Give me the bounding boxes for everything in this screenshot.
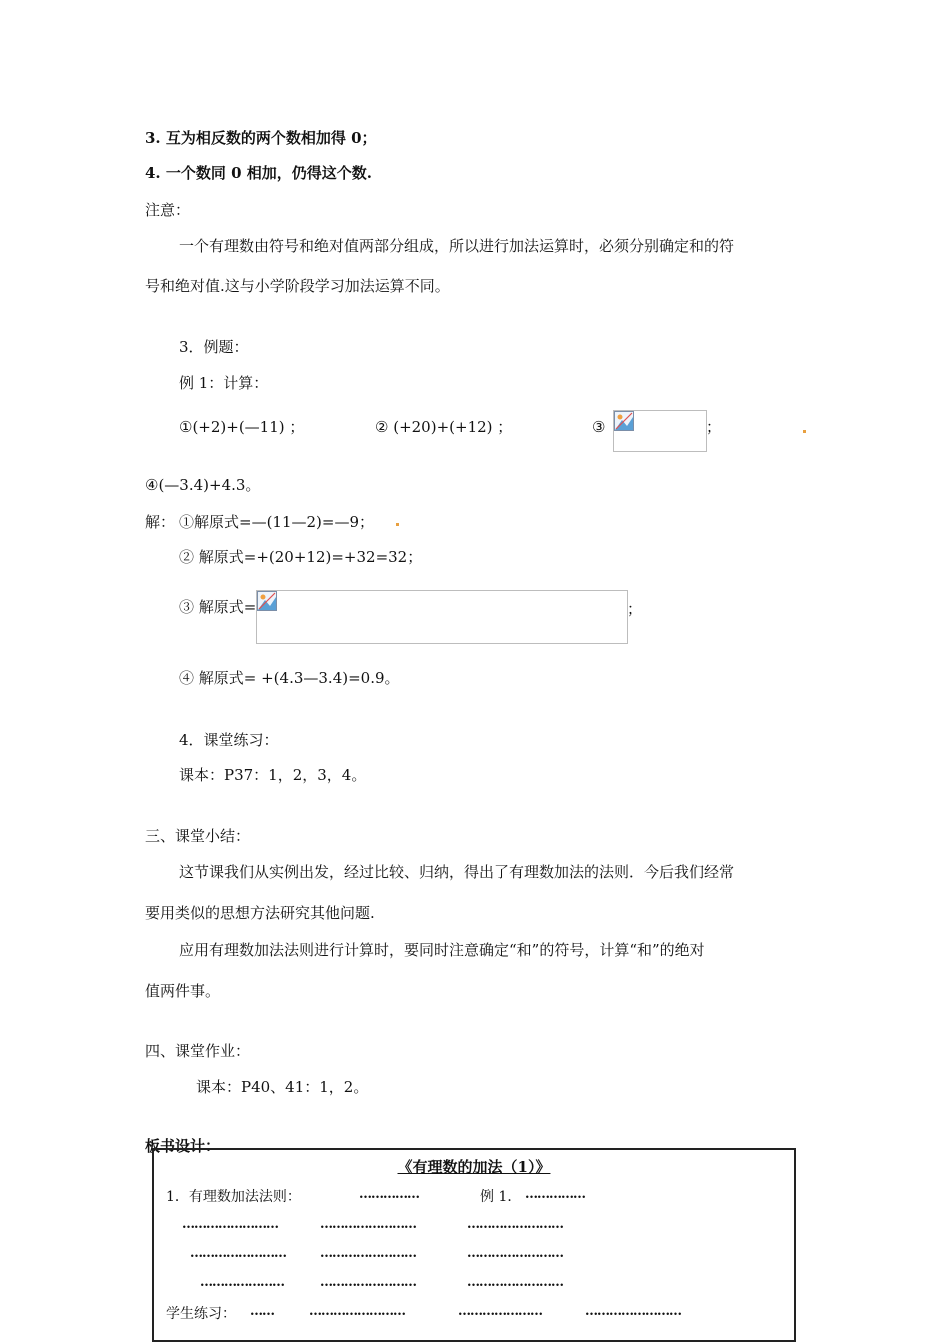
board-dots: …………… [525,1187,585,1202]
practice-heading: 4．课堂练习： [179,731,279,749]
board-dots: …………………… [467,1217,563,1232]
example-1-label: 例 1：计算： [179,374,269,392]
examples-heading: 3．例题： [179,338,249,356]
board-dots: ………………… [200,1275,284,1290]
summary-p2-line2: 值两件事。 [145,982,221,1000]
summary-p2-line1: 应用有理数加法法则进行计算时，要同时注意确定“和”的符号，计算“和”的绝对 [179,941,705,959]
board-dots: ………………… [458,1304,542,1319]
board-dots: …………………… [320,1275,416,1290]
example-item-3-suffix: ； [706,418,722,436]
board-dots: …………………… [309,1304,405,1319]
rule-3: 3. 互为相反数的两个数相加得 0； [145,129,377,147]
broken-image-icon [614,411,634,431]
example-item-1: ①(+2)+(—11) ； [179,418,305,436]
mark-dot [803,430,806,433]
homework-content: 课本：P40、41：1，2。 [196,1078,369,1096]
board-dots: …………… [359,1187,419,1202]
board-heading: 板书设计： [145,1137,221,1155]
solution-3-suffix: ； [627,600,643,618]
solution-3-prefix: ③ 解原式= [179,598,257,616]
example-item-4: ④(—3.4)+4.3。 [145,476,261,494]
formula-image-3 [613,410,707,452]
broken-image-icon [257,591,277,611]
example-item-2: ② (+20)+(+12) ； [375,418,513,436]
formula-image-solution-3 [256,590,628,644]
board-practice-label: 学生练习： [166,1306,236,1322]
summary-heading: 三、课堂小结： [145,827,251,845]
board-rule-label: 1．有理数加法法则： [166,1189,301,1205]
solution-prefix: 解： [145,513,176,531]
summary-p1-line2: 要用类似的思想方法研究其他问题. [145,904,375,922]
solution-2: ② 解原式=+(20+12)=+32=32； [179,548,423,566]
board-dots: …………………… [467,1246,563,1261]
board-dots: …………………… [320,1217,416,1232]
mark-dot [396,523,399,526]
summary-p1-line1: 这节课我们从实例出发，经过比较、归纳，得出了有理数加法的法则．今后我们经常 [179,863,735,881]
board-dots: …………………… [182,1217,278,1232]
board-design-box [152,1148,796,1342]
note-line-2: 号和绝对值.这与小学阶段学习加法运算不同。 [145,277,450,295]
note-line-1: 一个有理数由符号和绝对值两部分组成，所以进行加法运算时，必须分别确定和的符 [179,237,735,255]
solution-4: ④ 解原式= +(4.3—3.4)=0.9。 [179,669,400,687]
rule-4: 4. 一个数同 0 相加，仍得这个数. [145,164,372,182]
board-dots: …………………… [585,1304,681,1319]
board-example-label: 例 1． [480,1189,522,1205]
solution-1: ①解原式=—(11—2)=—9； [179,513,375,531]
board-dots: …………………… [467,1275,563,1290]
practice-content: 课本：P37：1，2，3，4。 [179,766,367,784]
note-heading: 注意： [145,201,191,219]
board-dots: …………………… [190,1246,286,1261]
example-item-3-prefix: ③ [592,418,606,436]
homework-heading: 四、课堂作业： [145,1042,251,1060]
board-dots: …… [250,1304,274,1319]
board-dots: …………………… [320,1246,416,1261]
board-title: 《有理数的加法（1）》 [397,1158,551,1176]
